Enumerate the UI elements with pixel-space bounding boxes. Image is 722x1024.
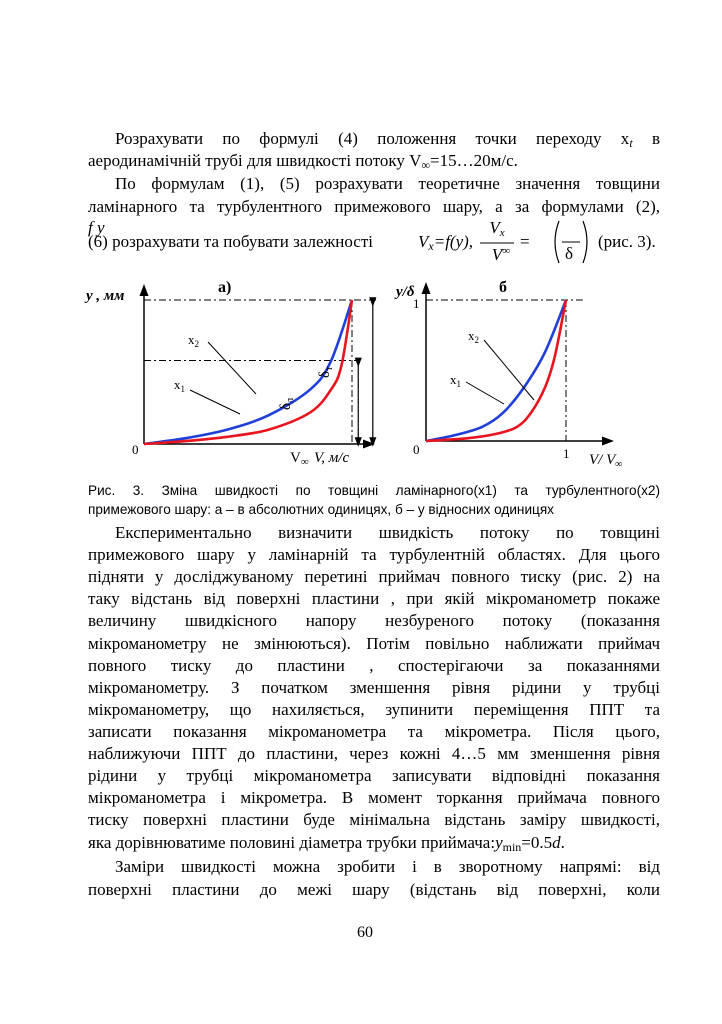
paragraph-3-line: повного тиску до пластини , спостерігаючи за показаннями bbox=[88, 655, 660, 675]
delta-laminar-label: $\delta_л$ bbox=[278, 397, 296, 410]
panel-label-a: а) bbox=[218, 279, 232, 296]
chart-relative-units bbox=[386, 278, 636, 473]
y-axis-label: y/δ bbox=[396, 284, 415, 300]
series-label-x1: $x_1$ bbox=[174, 377, 185, 394]
function-expression: Vx=f(y), bbox=[418, 232, 474, 253]
caption-line-2: примежового шару: а – в абсолютних одиницях, б – у відносних одиницях bbox=[88, 502, 554, 517]
paragraph-3-line: величину швидкісного напору незбуреного потоку (показання bbox=[88, 611, 660, 631]
fraction-denominator: V ∞ bbox=[491, 245, 511, 264]
panel-label-b: б bbox=[499, 279, 507, 296]
paragraph-3-line: рідини у трубці мікроманометра записувати відповідні показання bbox=[88, 766, 660, 786]
formula-intro: (6) розрахувати та побувати залежності bbox=[88, 232, 373, 251]
function-f: f bbox=[88, 218, 93, 237]
paragraph-1-line-1: Розрахувати по формулі (4) положення точки переходу xt в bbox=[115, 129, 660, 150]
y-tick-1: 1 bbox=[413, 296, 420, 311]
series-label-x2: $x_2$ bbox=[188, 332, 199, 349]
fraction-numerator: Vx bbox=[489, 218, 505, 239]
caption-line-1: Рис. 3. Зміна швидкості по товщині ламінарного(x1) та турбулентного(x2) bbox=[88, 483, 660, 498]
leader-x1 bbox=[190, 390, 240, 414]
x-axis-label: V/ $V_\infty$ bbox=[589, 452, 623, 470]
inner-numerator: y bbox=[96, 218, 105, 237]
paragraph-2-line-1: По формулам (1), (5) розрахувати теоретичне значення товщини bbox=[115, 174, 660, 193]
x-mark-label: $V_\infty$ bbox=[290, 450, 309, 468]
fraction-bar bbox=[480, 242, 514, 244]
paragraph-3-line: мікроманометру не змінюються). Потім повільно наближати приймач bbox=[88, 633, 660, 653]
series-line-x1 bbox=[426, 300, 566, 441]
x-axis-label: V, м/с bbox=[314, 450, 350, 466]
figure-reference: (рис. 3). bbox=[598, 232, 656, 251]
chart-absolute-units bbox=[84, 278, 384, 473]
paragraph-3-last-line: яка дорівнюватиме половині діаметра трубки приймача:ymin=0.5d. bbox=[88, 833, 565, 854]
paragraph-3-line: тиску поверхні пластини буде мінімальна відстань заміру швидкості, bbox=[88, 810, 660, 830]
leader-x2 bbox=[484, 340, 534, 400]
paragraph-3-line: підняти у досліджуваному перетині приймач повного тиску (рис. 2) на bbox=[88, 567, 660, 587]
delta-turbulent-label: $\delta_т$ bbox=[317, 366, 335, 378]
paragraph-4-line-1: Заміри швидкості можна зробити і в зворотному напрямі: від bbox=[115, 857, 660, 876]
y-axis-label: y , мм bbox=[86, 288, 125, 304]
inner-denominator: δ bbox=[565, 244, 574, 263]
leader-x2 bbox=[208, 342, 256, 394]
paragraph-3-line: мікроманометра і мікрометра. В момент торкання приймача повного bbox=[88, 788, 660, 808]
leader-x1 bbox=[466, 382, 504, 404]
paragraph-3-line: наближуючи ППТ до пластини, через кожні 4…5 мм зменшення рівня bbox=[88, 744, 660, 763]
page-number: 60 bbox=[357, 924, 373, 941]
paragraph-4-line-2: поверхні пластини до межі шару (відстань від поверхні, коли bbox=[88, 880, 660, 899]
formula-line bbox=[88, 218, 660, 268]
paragraph-3-line: таку відстань від поверхні пластини , при якій мікроманометр покаже bbox=[88, 589, 660, 609]
paragraph-2-line-2: ламінарного та турбулентного примежового шару, а за формулами (2), bbox=[88, 197, 660, 216]
paragraph-3-line: записати показання мікроманометра та мікрометра. Після цього, bbox=[88, 721, 660, 741]
x-tick-1: 1 bbox=[563, 446, 570, 461]
paragraph-3-line: мікроманометру, що нахиляється, зупинити переміщення ППТ та bbox=[88, 699, 660, 719]
series-label-x1: $x_1$ bbox=[450, 372, 461, 389]
equals-sign: = bbox=[520, 232, 530, 251]
origin-label: 0 bbox=[413, 442, 420, 457]
origin-label: 0 bbox=[132, 442, 139, 457]
paragraph-3-line: Експериментально визначити швидкість потоку по товщині bbox=[115, 523, 660, 542]
paragraph-3-line: примежового шару у ламінарній та турбулентній областях. Для цього bbox=[88, 545, 660, 565]
paragraph-1-line-2: аеродинамічній трубі для швидкості потоку V∞=15…20м/с. bbox=[88, 151, 518, 172]
paragraph-3-line: мікроманометру. З початком зменшення рівня рідини у трубці bbox=[88, 677, 660, 697]
series-label-x2: $x_2$ bbox=[468, 328, 479, 345]
figure-caption bbox=[88, 481, 660, 519]
